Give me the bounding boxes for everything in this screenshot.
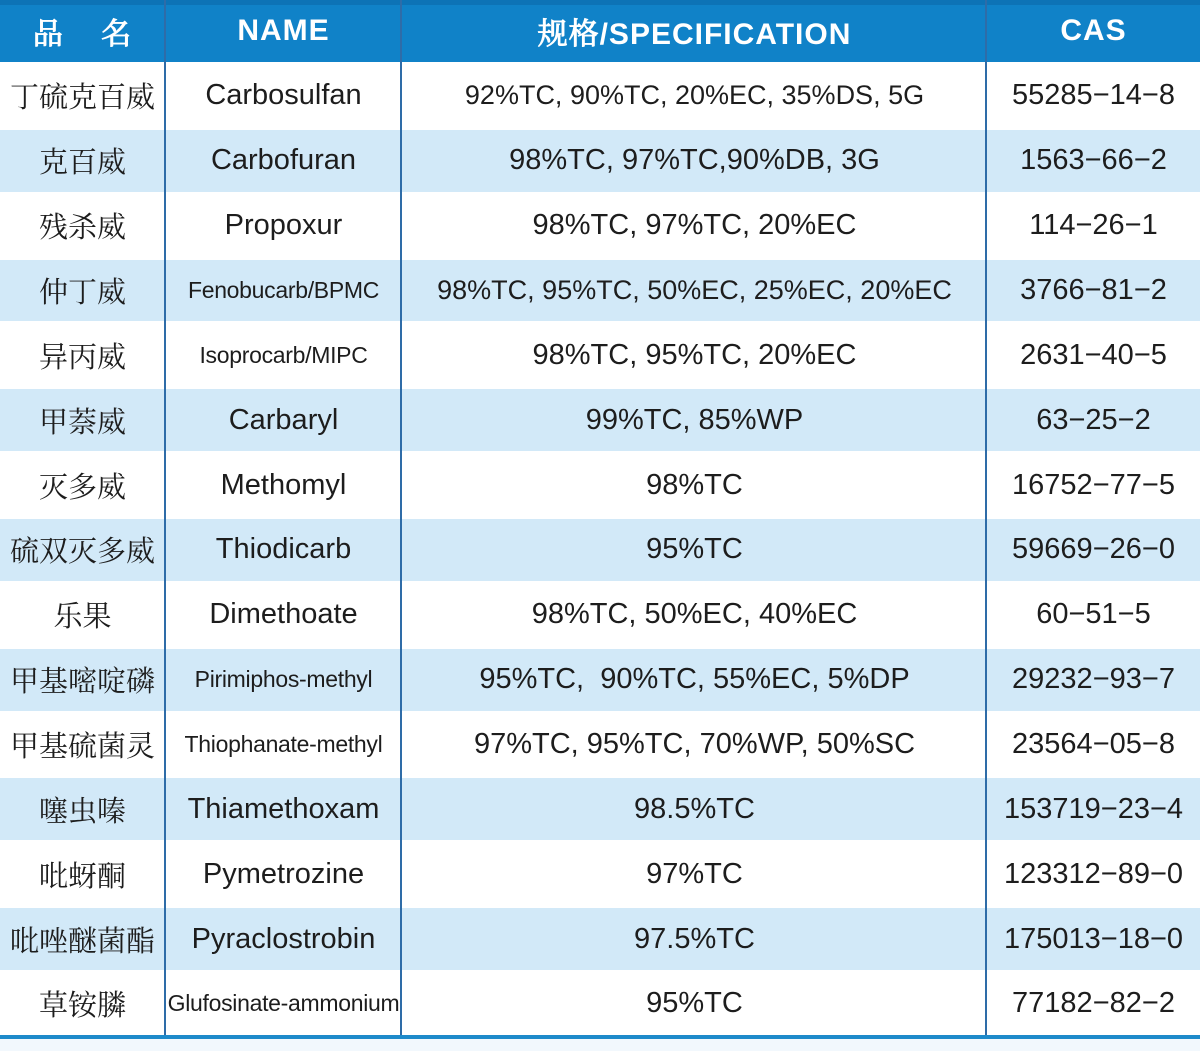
table-row [0,908,1200,970]
table-row [0,130,1200,192]
column-divider-3 [985,0,987,1035]
cell-cn_name: 吡唑醚菌酯 [9,925,155,958]
cell-spec: 95%TC [646,987,743,1020]
cell-spec: 97%TC, 95%TC, 70%WP, 50%SC [473,728,916,761]
cell-cas: 60−51−5 [1036,598,1151,631]
cell-spec: 92%TC, 90%TC, 20%EC, 35%DS, 5G [464,80,925,111]
cell-cn_name: 灭多威 [38,471,126,504]
table-row [0,389,1200,451]
cell-cn_name: 甲基硫菌灵 [9,731,155,764]
cell-spec: 98%TC [646,468,743,501]
cell-en_name: Methomyl [220,468,347,501]
cell-en_name: Carbosulfan [205,79,362,112]
column-divider-2 [400,0,402,1035]
cell-spec: 98%TC, 97%TC, 20%EC [532,209,857,242]
cell-cn_name: 仲丁威 [38,277,126,309]
cell-en_name: Carbofuran [210,144,357,177]
table-row [0,973,1200,1035]
cell-spec: 98%TC, 95%TC, 20%EC [532,338,857,371]
table-header-row [0,0,1200,62]
table-row [0,714,1200,776]
table-row [0,65,1200,127]
table-row [0,584,1200,646]
table-row [0,778,1200,840]
cell-spec: 98.5%TC [634,792,755,825]
cell-cas: 29232−93−7 [1012,663,1175,696]
cell-spec: 97.5%TC [634,922,755,955]
cell-spec: 98%TC, 95%TC, 50%EC, 25%EC, 20%EC [437,275,952,305]
cell-en_name: Dimethoate [209,598,358,631]
cell-en_name: Glufosinate-ammonium [167,990,400,1017]
cell-spec: 95%TC, 90%TC, 55%EC, 5%DP [479,663,910,696]
cell-en_name: Propoxur [224,209,343,242]
cell-en_name: Pirimiphos-methyl [194,666,373,693]
cell-cn_name: 残杀威 [38,212,126,245]
cell-cas: 59669−26−0 [1012,533,1175,566]
cell-cas: 123312−89−0 [1003,857,1184,890]
cell-cas: 2631−40−5 [1020,338,1167,371]
cell-spec: 95%TC [646,533,743,566]
cell-cas: 114−26−1 [1029,209,1158,242]
table-row [0,519,1200,581]
cell-en_name: Thiamethoxam [187,792,380,825]
cell-spec: 98%TC, 50%EC, 40%EC [531,598,858,631]
cell-en_name: Isoprocarb/MIPC [199,341,368,368]
cell-cn_name: 草铵膦 [38,990,126,1023]
table-row [0,260,1200,322]
table-row [0,324,1200,386]
table-row [0,649,1200,711]
cell-cn_name: 硫双灭多威 [9,536,155,569]
header-cell-name: NAME [237,14,330,47]
cell-spec: 99%TC, 85%WP [585,403,804,436]
table-bottom-margin [0,1039,1200,1051]
cell-cas: 16752−77−5 [1012,468,1175,501]
cell-spec: 97%TC [646,857,743,890]
cell-cn_name: 甲萘威 [38,406,126,439]
cell-cas: 1563−66−2 [1020,144,1167,177]
cell-cas: 175013−18−0 [1003,922,1184,955]
cell-en_name: Thiodicarb [215,533,352,566]
table-body [0,65,1200,1035]
header-cell-product-name-cn: 品 名 [32,18,133,51]
cell-cn_name: 吡蚜酮 [38,860,126,893]
cell-cas: 63−25−2 [1036,403,1151,436]
header-cell-specification: 规格/SPECIFICATION [537,18,852,51]
cell-en_name: Pymetrozine [202,857,365,890]
cell-spec: 98%TC, 97%TC,90%DB, 3G [509,144,880,177]
cell-cn_name: 噻虫嗪 [38,795,126,828]
cell-en_name: Fenobucarb/BPMC [187,277,380,303]
cell-cn_name: 甲基嘧啶磷 [9,666,155,699]
cell-cn_name: 异丙威 [38,341,126,374]
table-row [0,195,1200,257]
cell-cn_name: 丁硫克百威 [9,82,155,115]
cell-cn_name: 乐果 [53,601,112,634]
table-row [0,454,1200,516]
cell-en_name: Thiophanate-methyl [184,731,383,758]
cell-cas: 77182−82−2 [1012,987,1175,1020]
cell-cn_name: 克百威 [38,147,126,180]
cell-cas: 3766−81−2 [1020,274,1167,306]
header-cell-cas: CAS [1060,14,1127,47]
cell-cas: 23564−05−8 [1012,728,1175,761]
cell-cas: 153719−23−4 [1003,792,1184,825]
cell-en_name: Carbaryl [228,403,339,436]
cell-en_name: Pyraclostrobin [191,922,376,955]
table-bottom-border [0,1035,1200,1039]
cell-cas: 55285−14−8 [1012,79,1175,112]
column-divider-1 [164,0,166,1035]
table-row [0,843,1200,905]
